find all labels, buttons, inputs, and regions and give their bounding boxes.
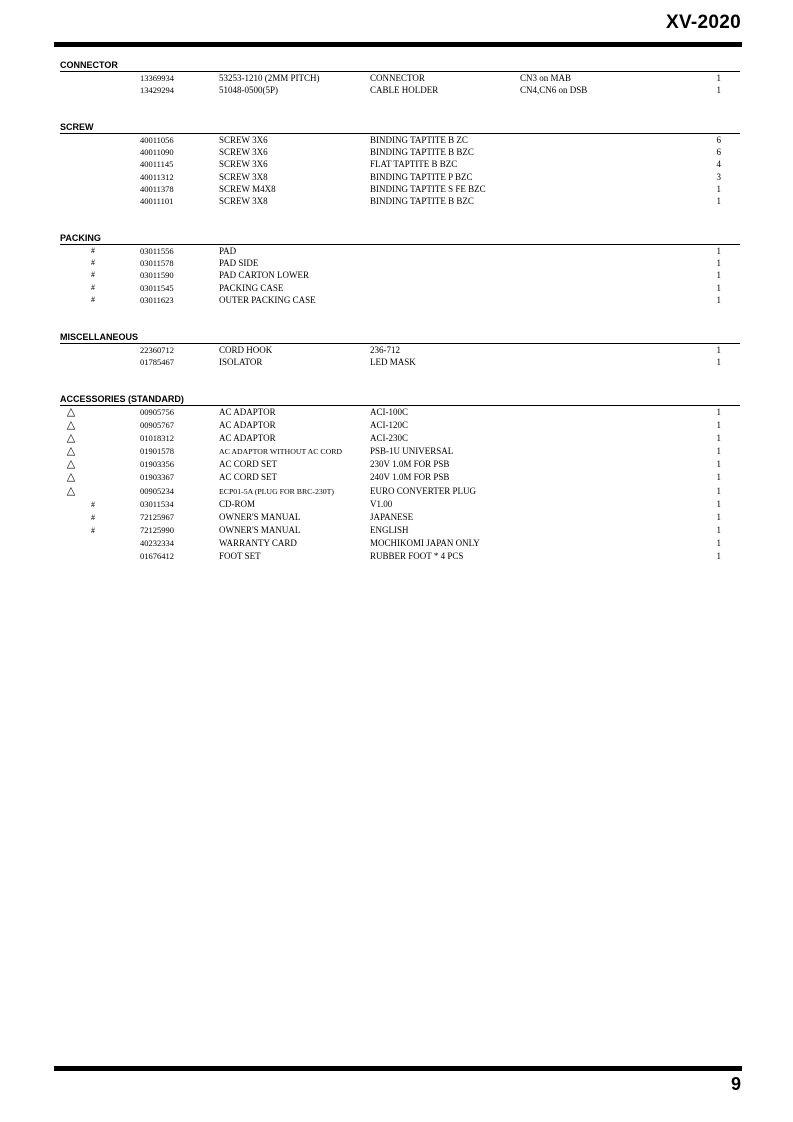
part-row — [60, 72, 740, 84]
hash-mark: # — [91, 270, 95, 280]
part-description: AC ADAPTOR WITHOUT AC CORD — [219, 447, 343, 457]
part-row — [60, 406, 740, 419]
part-spec: MOCHIKOMI JAPAN ONLY — [370, 537, 480, 548]
part-description: OUTER PACKING CASE — [219, 294, 316, 305]
part-row — [60, 245, 740, 257]
part-quantity: 1 — [716, 282, 721, 293]
part-description: PAD SIDE — [219, 258, 259, 269]
part-spec: BINDING TAPTITE P BZC — [370, 171, 473, 182]
part-spec: LED MASK — [370, 357, 416, 368]
hash-mark: # — [91, 525, 95, 535]
section-packing — [60, 233, 740, 306]
part-number: 22360712 — [140, 345, 174, 355]
part-number: 40011090 — [140, 147, 174, 158]
hash-mark: # — [91, 294, 95, 304]
part-row — [60, 195, 740, 207]
part-description: PAD CARTON LOWER — [219, 270, 309, 281]
part-note: CN4,CN6 on DSB — [520, 85, 588, 96]
part-description: SCREW 3X8 — [219, 195, 268, 206]
model-title: XV-2020 — [666, 12, 741, 33]
part-description: ISOLATOR — [219, 357, 263, 368]
part-description: AC CORD SET — [219, 459, 278, 470]
part-row — [60, 537, 740, 550]
part-description: SCREW 3X6 — [219, 135, 268, 145]
part-row — [60, 471, 740, 484]
safety-triangle-icon: △ — [66, 418, 76, 432]
part-number: 01903367 — [140, 472, 174, 483]
part-number: 72125990 — [140, 524, 174, 535]
part-spec: RUBBER FOOT * 4 PCS — [370, 551, 464, 562]
part-description: ECP01-5A (PLUG FOR BRC-230T) — [219, 486, 335, 496]
part-spec: CONNECTOR — [370, 73, 425, 83]
hash-mark: # — [91, 499, 95, 509]
part-quantity: 1 — [716, 85, 721, 96]
part-quantity: 1 — [716, 524, 721, 535]
safety-triangle-icon: △ — [66, 470, 76, 484]
part-quantity: 1 — [716, 345, 721, 355]
part-description: SCREW 3X6 — [219, 159, 268, 170]
part-description: AC ADAPTOR — [219, 420, 276, 431]
part-spec: V1.00 — [370, 498, 393, 509]
part-description: AC CORD SET — [219, 472, 278, 483]
part-number: 03011556 — [140, 246, 174, 256]
part-number: 40011145 — [140, 159, 174, 170]
part-number: 40011312 — [140, 171, 174, 182]
part-number: 01018312 — [140, 433, 174, 444]
part-number: 00905234 — [140, 485, 174, 496]
section-miscellaneous — [60, 332, 740, 368]
part-row — [60, 294, 740, 306]
part-number: 40011056 — [140, 135, 174, 145]
safety-triangle-icon: △ — [66, 444, 76, 458]
part-description: SCREW M4X8 — [219, 183, 276, 194]
part-quantity: 1 — [716, 407, 721, 417]
part-quantity: 1 — [716, 258, 721, 269]
part-description: FOOT SET — [219, 551, 261, 562]
section-screw — [60, 122, 740, 207]
part-description: PAD — [219, 246, 237, 256]
part-number: 72125967 — [140, 511, 174, 522]
part-number: 01676412 — [140, 551, 174, 562]
part-quantity: 1 — [716, 195, 721, 206]
part-description: WARRANTY CARD — [219, 537, 297, 548]
part-quantity: 1 — [716, 73, 721, 83]
part-row — [60, 183, 740, 195]
part-row — [60, 511, 740, 524]
part-number: 40011101 — [140, 195, 174, 206]
part-row — [60, 458, 740, 471]
part-spec: JAPANESE — [370, 511, 414, 522]
part-description: OWNER'S MANUAL — [219, 524, 301, 535]
part-number: 01785467 — [140, 357, 174, 368]
part-row — [60, 257, 740, 269]
part-quantity: 1 — [716, 511, 721, 522]
part-row — [60, 146, 740, 158]
part-row — [60, 282, 740, 294]
section-title: SCREW — [60, 122, 740, 134]
part-row — [60, 485, 740, 498]
part-description: PACKING CASE — [219, 282, 284, 293]
part-description: OWNER'S MANUAL — [219, 511, 301, 522]
part-spec: ENGLISH — [370, 524, 409, 535]
part-description: SCREW 3X8 — [219, 171, 268, 182]
part-spec: BINDING TAPTITE B BZC — [370, 195, 474, 206]
part-quantity: 6 — [716, 135, 721, 145]
part-quantity: 1 — [716, 446, 721, 457]
part-quantity: 6 — [716, 147, 721, 158]
part-row — [60, 445, 740, 458]
hash-mark: # — [91, 258, 95, 268]
section-title: ACCESSORIES (STANDARD) — [60, 394, 740, 406]
page-number: 9 — [730, 1074, 741, 1094]
part-number: 13429294 — [140, 85, 174, 96]
part-spec: BINDING TAPTITE S FE BZC — [370, 183, 486, 194]
section-title: MISCELLANEOUS — [60, 332, 740, 344]
part-description: 53253-1210 (2MM PITCH) — [219, 73, 320, 83]
safety-triangle-icon: △ — [66, 405, 76, 418]
part-spec: BINDING TAPTITE B BZC — [370, 147, 474, 158]
part-row — [60, 84, 740, 96]
hash-mark: # — [91, 282, 95, 292]
part-spec: PSB-1U UNIVERSAL — [370, 446, 454, 457]
part-quantity: 1 — [716, 537, 721, 548]
part-spec: FLAT TAPTITE B BZC — [370, 159, 458, 170]
part-row — [60, 356, 740, 368]
part-row — [60, 344, 740, 356]
part-quantity: 1 — [716, 459, 721, 470]
part-quantity: 1 — [716, 472, 721, 483]
part-spec: ACI-230C — [370, 433, 408, 444]
part-quantity: 1 — [716, 270, 721, 281]
part-description: CD-ROM — [219, 498, 256, 509]
part-number: 00905767 — [140, 420, 174, 431]
part-row — [60, 134, 740, 146]
part-quantity: 1 — [716, 433, 721, 444]
header-rule — [54, 42, 742, 47]
part-spec: ACI-120C — [370, 420, 408, 431]
part-spec: 240V 1.0M FOR PSB — [370, 472, 450, 483]
part-description: SCREW 3X6 — [219, 147, 268, 158]
part-number: 03011590 — [140, 270, 174, 281]
part-row — [60, 524, 740, 537]
hash-mark: # — [91, 512, 95, 522]
safety-triangle-icon: △ — [66, 457, 76, 471]
section-title: CONNECTOR — [60, 60, 740, 72]
part-number: 01901578 — [140, 446, 174, 457]
safety-triangle-icon: △ — [66, 431, 76, 445]
part-row — [60, 171, 740, 183]
part-number: 03011623 — [140, 294, 174, 305]
part-quantity: 1 — [716, 183, 721, 194]
safety-triangle-icon: △ — [66, 483, 76, 497]
part-row — [60, 498, 740, 511]
hash-mark: # — [91, 246, 95, 255]
part-quantity: 1 — [716, 498, 721, 509]
part-description: AC ADAPTOR — [219, 407, 276, 417]
part-quantity: 1 — [716, 551, 721, 562]
part-spec: CABLE HOLDER — [370, 85, 439, 96]
part-number: 13369934 — [140, 73, 174, 83]
part-spec: 230V 1.0M FOR PSB — [370, 459, 450, 470]
footer-rule — [54, 1066, 742, 1071]
part-number: 40232334 — [140, 537, 174, 548]
part-row — [60, 158, 740, 170]
part-quantity: 1 — [716, 485, 721, 496]
section-connector — [60, 60, 740, 96]
part-quantity: 1 — [716, 357, 721, 368]
part-number: 01903356 — [140, 459, 174, 470]
part-spec: BINDING TAPTITE B ZC — [370, 135, 468, 145]
part-spec: EURO CONVERTER PLUG — [370, 485, 476, 496]
part-quantity: 1 — [716, 294, 721, 305]
part-quantity: 1 — [716, 246, 721, 256]
part-description: 51048-0500(5P) — [219, 85, 278, 96]
part-quantity: 3 — [716, 171, 721, 182]
part-row — [60, 432, 740, 445]
part-row — [60, 550, 740, 563]
part-number: 40011378 — [140, 183, 174, 194]
part-quantity: 4 — [716, 159, 721, 170]
part-description: CORD HOOK — [219, 345, 273, 355]
part-row — [60, 419, 740, 432]
part-row — [60, 269, 740, 281]
part-number: 03011578 — [140, 258, 174, 269]
part-spec: 236-712 — [370, 345, 400, 355]
section-accessories — [60, 394, 740, 563]
part-number: 03011534 — [140, 498, 174, 509]
part-quantity: 1 — [716, 420, 721, 431]
part-number: 03011545 — [140, 282, 174, 293]
part-spec: ACI-100C — [370, 407, 408, 417]
part-note: CN3 on MAB — [520, 73, 572, 83]
part-description: AC ADAPTOR — [219, 433, 276, 444]
section-title: PACKING — [60, 233, 740, 245]
part-number: 00905756 — [140, 407, 174, 417]
